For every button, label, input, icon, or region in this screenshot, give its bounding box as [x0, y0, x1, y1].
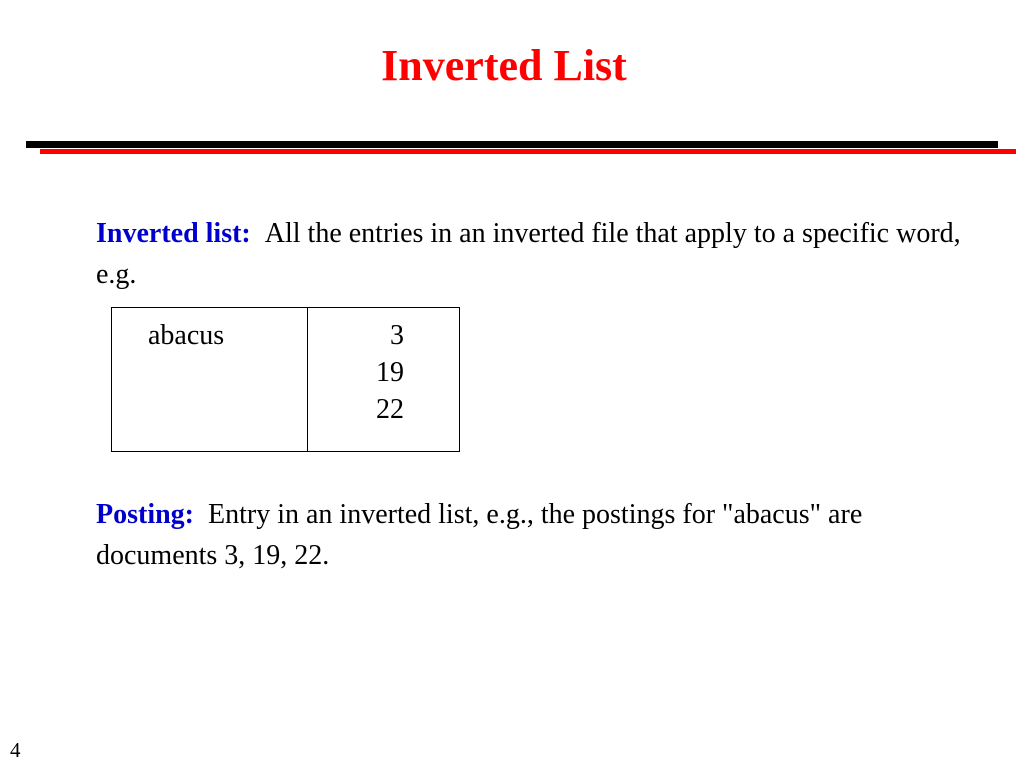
posting-description: Entry in an inverted list, e.g., the postings for "abacus" are documents 3, 19, 22. — [96, 499, 863, 571]
posting-entry: 22 — [376, 394, 404, 425]
example-term-cell: abacus — [148, 320, 225, 351]
title-rule-red — [40, 149, 1016, 154]
posting-definition — [96, 494, 976, 576]
inverted-list-example-table — [111, 307, 460, 452]
posting-entry: 19 — [376, 357, 404, 388]
title-rule-black — [26, 141, 998, 148]
posting-term: Posting: — [96, 499, 194, 530]
inverted-list-definition — [96, 213, 976, 295]
example-postings-cell — [352, 317, 404, 428]
slide-title: Inverted List — [381, 41, 627, 90]
posting-entry: 3 — [390, 320, 404, 351]
inverted-list-description: All the entries in an inverted file that apply to a specific word, e.g. — [96, 218, 961, 290]
table-column-divider — [307, 308, 308, 451]
inverted-list-term: Inverted list: — [96, 218, 251, 249]
slide-number: 4 — [10, 738, 21, 762]
